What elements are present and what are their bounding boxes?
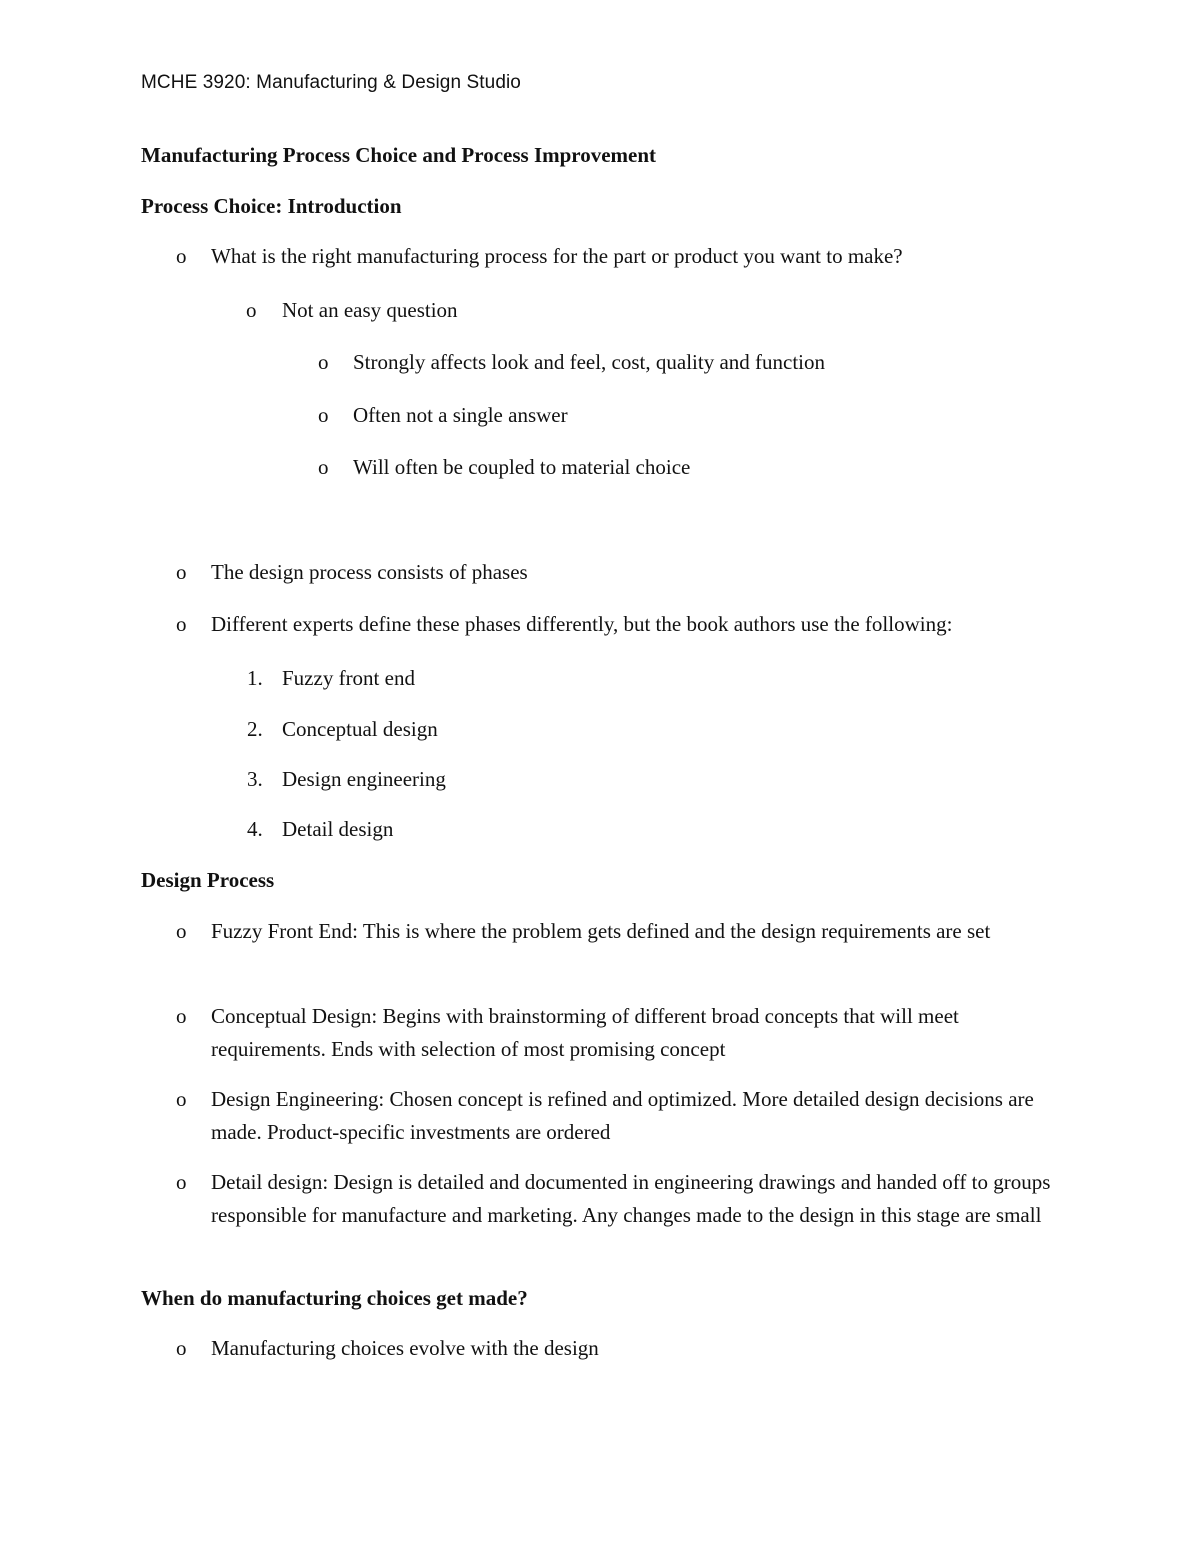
list-item-text: Not an easy question [282, 298, 458, 322]
item-number: 3. [247, 767, 263, 791]
numbered-item-text: Conceptual design [282, 717, 438, 741]
numbered-item-text: Detail design [282, 817, 394, 841]
item-number: 2. [247, 717, 263, 741]
list-item [176, 1083, 1071, 1149]
list-item [176, 1000, 1071, 1066]
bullet-marker: o [176, 612, 187, 636]
list-item [176, 1332, 1071, 1365]
bullet-marker: o [318, 455, 329, 479]
list-item [176, 240, 1111, 273]
numbered-item [247, 763, 1082, 796]
bullet-marker: o [176, 1170, 187, 1194]
list-item [176, 1166, 1071, 1232]
list-item [176, 556, 1111, 589]
list-item [318, 399, 1113, 432]
list-item [176, 608, 1111, 641]
list-item-text: Strongly affects look and feel, cost, quality and function [353, 350, 825, 374]
page-header: MCHE 3920: Manufacturing & Design Studio [141, 72, 521, 93]
bullet-marker: o [176, 1004, 187, 1028]
bullet-marker: o [246, 298, 257, 322]
list-item [176, 915, 1071, 948]
bullet-marker: o [318, 350, 329, 374]
numbered-item [247, 713, 1082, 746]
bullet-marker: o [176, 560, 187, 584]
numbered-item [247, 662, 1082, 695]
list-item [246, 294, 1112, 327]
list-item-text: Detail design: Design is detailed and documented in engineering drawings and handed off to groups responsible for manufacture and marketing. Any changes made to the design in this stage are small [211, 1170, 1051, 1227]
list-item-text: Often not a single answer [353, 403, 568, 427]
numbered-item-text: Design engineering [282, 767, 446, 791]
bullet-marker: o [176, 1087, 187, 1111]
list-item-text: Conceptual Design: Begins with brainstorming of different broad concepts that will meet requirements. Ends with selection of most promising concept [211, 1004, 959, 1061]
list-item-text: The design process consists of phases [211, 560, 528, 584]
list-item-text: What is the right manufacturing process for the part or product you want to make? [211, 244, 903, 268]
list-item-text: Will often be coupled to material choice [353, 455, 691, 479]
list-item [318, 451, 1113, 484]
bullet-marker: o [176, 1336, 187, 1360]
list-item-text: Fuzzy Front End: This is where the problem gets defined and the design requirements are set [211, 919, 991, 943]
document-title: Manufacturing Process Choice and Process Improvement [141, 143, 657, 167]
section-heading-when: When do manufacturing choices get made? [141, 1286, 528, 1310]
section-heading-intro: Process Choice: Introduction [141, 194, 402, 218]
section-heading-design-process: Design Process [141, 868, 275, 892]
item-number: 1. [247, 666, 263, 690]
numbered-item [247, 813, 1082, 846]
list-item [318, 346, 1113, 379]
list-item-text: Design Engineering: Chosen concept is refined and optimized. More detailed design decisions are made. Product-specific investments are ordered [211, 1087, 1034, 1144]
bullet-marker: o [318, 403, 329, 427]
item-number: 4. [247, 817, 263, 841]
bullet-marker: o [176, 919, 187, 943]
list-item-text: Different experts define these phases differently, but the book authors use the following: [211, 612, 953, 636]
numbered-item-text: Fuzzy front end [282, 666, 415, 690]
list-item-text: Manufacturing choices evolve with the design [211, 1336, 599, 1360]
bullet-marker: o [176, 244, 187, 268]
